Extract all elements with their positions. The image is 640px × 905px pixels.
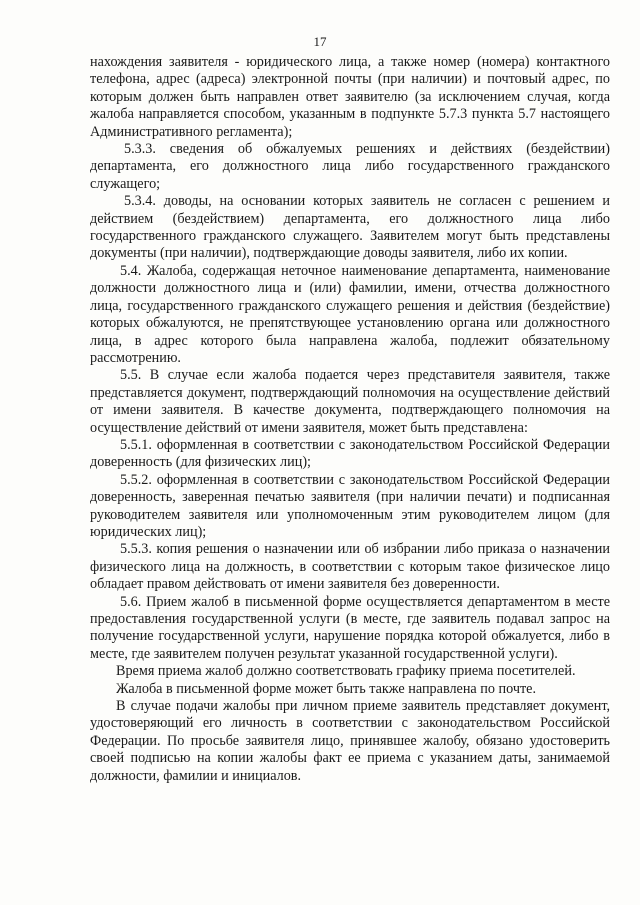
paragraph-mail-submission: Жалоба в письменной форме может быть также направлена по почте. [116,680,537,697]
paragraph-5-5: 5.5. В случае если жалоба подается через представителя заявителя, также представляется документ, подтверждающий полномочия на осуществление действий от имени заявителя. В качестве документа, подтверждающего полномочия на осуществление действий от имени заявителя, может быть представлена: [90,367,610,436]
paragraph-5-5-1: 5.5.1. оформленная в соответствии с законодательством Российской Федерации доверенность (для физических лиц); [90,436,610,471]
paragraph-5-3-4: 5.3.4. доводы, на основании которых заявитель не согласен с решением и действием (бездействием) департамента, его должностного лица либо государственного гражданского служащего. Заявителем могут быть представлены документы (при наличии), подтверждающие доводы заявителя, либо их копии. [90,193,610,262]
document-body [90,54,610,785]
paragraph-applicant-contacts: нахождения заявителя - юридического лица, а также номер (номера) контактного телефона, адрес (адреса) электронной почты (при наличии) и почтовый адрес, по которым должен быть направлен ответ заявителю (за исключением случая, когда жалоба направляется способом, указанным в подпункте 5.7.3 пункта 5.7 настоящего Административного регламента); [90,54,610,140]
paragraph-5-5-3: 5.5.3. копия решения о назначении или об избрании либо приказа о назначении физического лица на должность, в соответствии с которым такое физическое лицо обладает правом действовать от имени заявителя без доверенности. [90,541,610,593]
paragraph-reception-time: Время приема жалоб должно соответствовать графику приема посетителей. [116,663,576,680]
paragraph-personal-reception: В случае подачи жалобы при личном приеме заявитель представляет документ, удостоверяющий его личность в соответствии с законодательством Российской Федерации. По просьбе заявителя лицо, принявшее жалобу, обязано удостоверить своей подписью на копии жалобы факт ее приема с указанием даты, занимаемой должности, фамилии и инициалов. [90,698,610,784]
page-number: 17 [313,34,327,49]
paragraph-5-3-3: 5.3.3. сведения об обжалуемых решениях и действиях (бездействии) департамента, его должностного лица либо государственного гражданского служащего; [90,141,610,192]
paragraph-5-4: 5.4. Жалоба, содержащая неточное наименование департамента, наименование должности должностного лица и (или) фамилии, имени, отчества должностного лица, государственного гражданского служащего решения и действия (бездействие) которых обжалуются, не препятствующее установлению органа или должностного лица, в адрес которого была направлена жалоба, подлежит обязательному рассмотрению. [90,262,610,366]
paragraph-5-5-2: 5.5.2. оформленная в соответствии с законодательством Российской Федерации доверенность, заверенная печатью заявителя (при наличии печати) и подписанная руководителем заявителя или уполномоченным этим руководителем лицом (для юридических лиц); [90,471,610,540]
paragraph-5-6: 5.6. Прием жалоб в письменной форме осуществляется департаментом в месте предоставления государственной услуги (в месте, где заявитель подавал запрос на получение государственной услуги, нарушение порядка которой обжалуется, либо в месте, где заявителем получен результат указанной государственной услуги). [90,593,610,662]
